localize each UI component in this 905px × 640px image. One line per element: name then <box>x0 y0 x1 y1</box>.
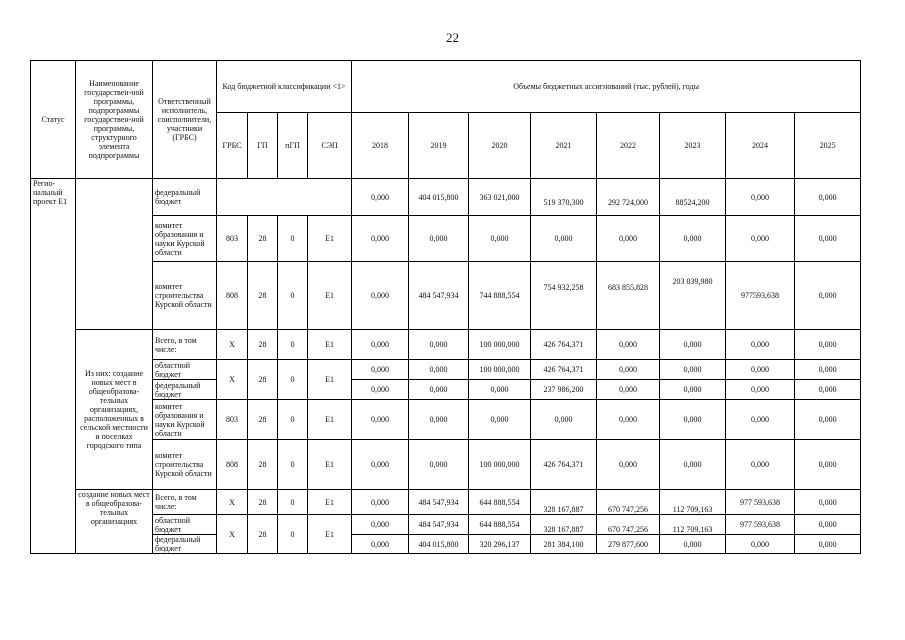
value-cell: 0,000 <box>469 216 531 262</box>
header-volumes: Объемы бюджетных ассигнований (тыс. рублей), годы <box>352 61 861 113</box>
pgp-cell: 0 <box>278 262 308 330</box>
value-cell: 426 764,371 <box>531 440 597 490</box>
value-cell: 0,000 <box>597 216 660 262</box>
pgp-cell: 0 <box>278 440 308 490</box>
grbs-cell: Х <box>217 515 248 554</box>
value-cell: 0,000 <box>795 535 861 554</box>
grbs-cell: 808 <box>217 262 248 330</box>
header-pgp: пГП <box>278 113 308 179</box>
table-row <box>31 179 861 216</box>
value-cell: 0,000 <box>726 440 795 490</box>
value-cell: 0,000 <box>597 440 660 490</box>
value-cell: 100 000,000 <box>469 440 531 490</box>
executor-cell: комитет строительства Курской области <box>153 262 217 330</box>
grbs-cell: Х <box>217 330 248 360</box>
header-year: 2024 <box>726 113 795 179</box>
table-row <box>31 400 861 440</box>
value-cell: 977 593,638 <box>726 490 795 515</box>
header-program-name: Наименование государствен-ной программы, подпрограммы государствен-ной программы, структурного элемента подпрограммы <box>76 61 153 179</box>
value-cell: 0,000 <box>409 360 469 380</box>
value-cell: 754 932,258 <box>531 262 597 330</box>
header-year: 2023 <box>660 113 726 179</box>
value-cell: 0,000 <box>597 400 660 440</box>
grbs-cell: 803 <box>217 216 248 262</box>
sep-cell: Е1 <box>308 262 352 330</box>
value-cell: 0,000 <box>660 535 726 554</box>
table-row <box>31 440 861 490</box>
value-cell: 426 764,371 <box>531 360 597 380</box>
page-number: 22 <box>446 30 459 45</box>
code-cell-merged <box>217 179 352 216</box>
header-year: 2019 <box>409 113 469 179</box>
pgp-cell: 0 <box>278 515 308 554</box>
gp-cell: 28 <box>248 360 278 400</box>
value-cell: 0,000 <box>660 400 726 440</box>
gp-cell: 28 <box>248 330 278 360</box>
value-cell: 0,000 <box>352 216 409 262</box>
sep-cell: Е1 <box>308 515 352 554</box>
value-cell: 0,000 <box>660 440 726 490</box>
value-cell: 484 547,934 <box>409 490 469 515</box>
value-cell: 0,000 <box>352 490 409 515</box>
gp-cell: 28 <box>248 515 278 554</box>
grbs-cell: Х <box>217 360 248 400</box>
value-cell: 281 384,100 <box>531 535 597 554</box>
value-cell: 670 747,256 <box>597 515 660 535</box>
value-cell: 0,000 <box>795 490 861 515</box>
value-cell: 0,000 <box>409 400 469 440</box>
header-year: 2022 <box>597 113 660 179</box>
value-cell: 292 724,000 <box>597 179 660 216</box>
header-status: Статус <box>31 61 76 179</box>
header-row-1 <box>31 61 861 113</box>
value-cell: 0,000 <box>352 380 409 400</box>
table-row <box>31 330 861 360</box>
value-cell: 0,000 <box>597 380 660 400</box>
pgp-cell: 0 <box>278 400 308 440</box>
table-row <box>31 262 861 330</box>
value-cell: 644 888,554 <box>469 515 531 535</box>
program-name-cell: Из них: создание новых мест в общеобразова-тельных организациях, расположенных в сельской местности и поселках городского типа <box>76 330 153 490</box>
value-cell: 683 855,828 <box>597 262 660 330</box>
header-year: 2025 <box>795 113 861 179</box>
value-cell: 0,000 <box>660 380 726 400</box>
value-cell: 0,000 <box>531 400 597 440</box>
value-cell: 0,000 <box>726 400 795 440</box>
executor-cell: комитет строительства Курской области <box>153 440 217 490</box>
executor-cell: областной бюджет <box>153 360 217 380</box>
value-cell: 0,000 <box>726 360 795 380</box>
sep-cell: Е1 <box>308 216 352 262</box>
table-row <box>31 360 861 380</box>
value-cell: 0,000 <box>469 380 531 400</box>
pgp-cell: 0 <box>278 360 308 400</box>
value-cell: 0,000 <box>531 216 597 262</box>
value-cell: 112 709,163 <box>660 515 726 535</box>
grbs-cell: 808 <box>217 440 248 490</box>
value-cell: 0,000 <box>795 216 861 262</box>
table-row <box>31 380 861 400</box>
value-cell: 0,000 <box>795 380 861 400</box>
value-cell: 0,000 <box>795 179 861 216</box>
sep-cell: Е1 <box>308 400 352 440</box>
table-row <box>31 535 861 554</box>
sep-cell: Е1 <box>308 330 352 360</box>
value-cell: 0,000 <box>352 515 409 535</box>
value-cell: 112 709,163 <box>660 490 726 515</box>
table-row <box>31 515 861 535</box>
grbs-cell: Х <box>217 490 248 515</box>
value-cell: 0,000 <box>409 330 469 360</box>
value-cell: 203 039,980 <box>660 262 726 330</box>
executor-cell: Всего, в том числе: <box>153 490 217 515</box>
executor-cell: федеральный бюджет <box>153 380 217 400</box>
value-cell: 744 888,554 <box>469 262 531 330</box>
value-cell: 0,000 <box>469 400 531 440</box>
value-cell: 100 000,000 <box>469 360 531 380</box>
value-cell: 977593,638 <box>726 262 795 330</box>
value-cell: 0,000 <box>726 535 795 554</box>
value-cell: 0,000 <box>352 179 409 216</box>
header-year: 2020 <box>469 113 531 179</box>
table-row <box>31 490 861 515</box>
value-cell: 977 593,638 <box>726 515 795 535</box>
value-cell: 404 015,800 <box>409 179 469 216</box>
value-cell: 363 021,000 <box>469 179 531 216</box>
value-cell: 320 296,137 <box>469 535 531 554</box>
pgp-cell: 0 <box>278 330 308 360</box>
header-grbs: ГРБС <box>217 113 248 179</box>
sep-cell: Е1 <box>308 490 352 515</box>
value-cell: 0,000 <box>795 400 861 440</box>
value-cell: 404 015,800 <box>409 535 469 554</box>
value-cell: 0,000 <box>352 330 409 360</box>
gp-cell: 28 <box>248 262 278 330</box>
value-cell: 644 888,554 <box>469 490 531 515</box>
program-name-cell <box>76 179 153 330</box>
header-executor: Ответственный исполнитель, соисполнители, участники (ГРБС) <box>153 61 217 179</box>
executor-cell: комитет образования и науки Курской области <box>153 216 217 262</box>
value-cell: 0,000 <box>795 440 861 490</box>
value-cell: 0,000 <box>409 380 469 400</box>
pgp-cell: 0 <box>278 490 308 515</box>
header-year: 2021 <box>531 113 597 179</box>
value-cell: 0,000 <box>409 440 469 490</box>
value-cell: 484 547,934 <box>409 515 469 535</box>
executor-cell: федеральный бюджет <box>153 535 217 554</box>
value-cell: 0,000 <box>660 330 726 360</box>
pgp-cell: 0 <box>278 216 308 262</box>
value-cell: 0,000 <box>726 330 795 360</box>
gp-cell: 28 <box>248 440 278 490</box>
value-cell: 0,000 <box>660 360 726 380</box>
executor-cell: комитет образования и науки Курской области <box>153 400 217 440</box>
value-cell: 237 986,200 <box>531 380 597 400</box>
gp-cell: 28 <box>248 490 278 515</box>
header-budget-code: Код бюджетной классификации <1> <box>217 61 352 113</box>
status-cell: Регио-нальный проект Е1 <box>31 179 76 554</box>
value-cell: 0,000 <box>795 330 861 360</box>
header-year: 2018 <box>352 113 409 179</box>
executor-cell: федеральный бюджет <box>153 179 217 216</box>
value-cell: 0,000 <box>795 515 861 535</box>
header-gp: ГП <box>248 113 278 179</box>
value-cell: 0,000 <box>352 262 409 330</box>
value-cell: 0,000 <box>352 400 409 440</box>
value-cell: 0,000 <box>409 216 469 262</box>
value-cell: 100 000,000 <box>469 330 531 360</box>
value-cell: 0,000 <box>352 440 409 490</box>
value-cell: 484 547,934 <box>409 262 469 330</box>
program-name-cell: создание новых мест в общеобразова-тельных организациях <box>76 490 153 554</box>
value-cell: 0,000 <box>726 216 795 262</box>
value-cell: 328 167,887 <box>531 515 597 535</box>
value-cell: 88524,200 <box>660 179 726 216</box>
value-cell: 426 764,371 <box>531 330 597 360</box>
value-cell: 0,000 <box>352 535 409 554</box>
value-cell: 0,000 <box>352 360 409 380</box>
gp-cell: 28 <box>248 400 278 440</box>
value-cell: 670 747,256 <box>597 490 660 515</box>
value-cell: 0,000 <box>795 262 861 330</box>
executor-cell: Всего, в том числе: <box>153 330 217 360</box>
value-cell: 0,000 <box>597 330 660 360</box>
value-cell: 0,000 <box>660 216 726 262</box>
value-cell: 0,000 <box>795 360 861 380</box>
grbs-cell: 803 <box>217 400 248 440</box>
value-cell: 0,000 <box>597 360 660 380</box>
table-row <box>31 216 861 262</box>
sep-cell: Е1 <box>308 440 352 490</box>
header-sep: СЭП <box>308 113 352 179</box>
budget-table <box>30 60 861 554</box>
value-cell: 279 877,600 <box>597 535 660 554</box>
executor-cell: областной бюджет <box>153 515 217 535</box>
value-cell: 328 167,887 <box>531 490 597 515</box>
gp-cell: 28 <box>248 216 278 262</box>
value-cell: 0,000 <box>726 179 795 216</box>
value-cell: 519 370,300 <box>531 179 597 216</box>
value-cell: 0,000 <box>726 380 795 400</box>
sep-cell: Е1 <box>308 360 352 400</box>
